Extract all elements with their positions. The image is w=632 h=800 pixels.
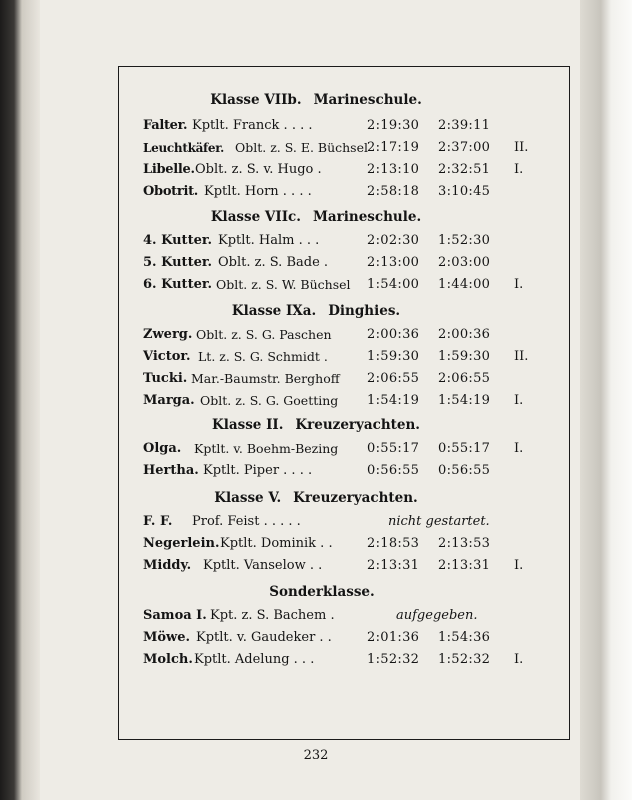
owner: Oblt. z. S. G. Paschen [196, 327, 332, 342]
owner: Oblt. z. S. v. Hugo . [195, 162, 322, 177]
corrected-time: 3:10:45 [438, 184, 491, 199]
corrected-time: 1:59:30 [438, 349, 491, 364]
result-row [0, 605, 632, 627]
yacht-name: Victor. [143, 349, 191, 364]
section-heading [0, 300, 632, 322]
yacht-name: F. F. [143, 514, 173, 529]
result-row [0, 115, 632, 137]
yacht-name: Middy. [143, 558, 192, 573]
section-class: Klasse IXa. [231, 303, 317, 319]
elapsed-time: 0:56:55 [367, 463, 420, 478]
yacht-name: Molch. [143, 652, 193, 667]
placement: I. [514, 652, 524, 667]
yacht-name: Olga. [143, 441, 182, 456]
elapsed-time: 2:13:00 [367, 255, 420, 270]
result-row [0, 159, 632, 181]
owner: Oblt. z. S. Bade . [218, 255, 329, 270]
section-class: Klasse II. [211, 417, 284, 433]
corrected-time: 2:39:11 [438, 118, 491, 133]
result-row [0, 649, 632, 671]
corrected-time: 2:37:00 [438, 140, 491, 155]
corrected-time: 1:52:30 [438, 233, 491, 248]
result-row [0, 346, 632, 368]
section-type: Sonderklasse. [269, 584, 375, 600]
placement: I. [514, 558, 524, 573]
corrected-time: 2:13:53 [438, 536, 491, 551]
section-class: Klasse VIIb. [210, 92, 302, 108]
owner: Lt. z. S. G. Schmidt . [198, 349, 328, 364]
yacht-name: Libelle. [143, 162, 195, 177]
owner: Kptlt. v. Gaudeker . . [196, 630, 332, 645]
corrected-time: 2:32:51 [438, 162, 491, 177]
page-number: 232 [303, 748, 329, 763]
result-row [0, 390, 632, 412]
section-type: Marineschule. [312, 209, 422, 225]
elapsed-time: 0:55:17 [367, 441, 420, 456]
elapsed-time: 1:54:19 [367, 393, 420, 408]
section-heading [0, 89, 632, 111]
section-heading [0, 206, 632, 228]
elapsed-time: 1:59:30 [367, 349, 420, 364]
owner: Prof. Feist . . . . . [192, 514, 301, 529]
placement: I. [514, 393, 524, 408]
corrected-time: 2:00:36 [438, 327, 491, 342]
owner: Oblt. z. S. W. Büchsel [216, 277, 351, 292]
placement: I. [514, 441, 524, 456]
owner: Kpt. z. S. Bachem . [210, 608, 335, 623]
yacht-name: 5. Kutter. [143, 255, 213, 270]
section-heading [0, 414, 632, 436]
result-row [0, 533, 632, 555]
result-row [0, 274, 632, 296]
corrected-time: 0:56:55 [438, 463, 491, 478]
elapsed-time: 2:58:18 [367, 184, 420, 199]
section-heading [0, 487, 632, 509]
corrected-time: 0:55:17 [438, 441, 491, 456]
placement: I. [514, 162, 524, 177]
owner: Kptlt. Halm . . . [218, 233, 320, 248]
elapsed-time: 2:02:30 [367, 233, 420, 248]
section-type: Dinghies. [328, 303, 401, 319]
result-row [0, 460, 632, 482]
corrected-time: 1:44:00 [438, 277, 491, 292]
elapsed-time: 2:06:55 [367, 371, 420, 386]
elapsed-time: 2:18:53 [367, 536, 420, 551]
result-row [0, 230, 632, 252]
elapsed-time: 1:52:32 [367, 652, 420, 667]
corrected-time: 1:54:19 [438, 393, 491, 408]
section-type: Marineschule. [313, 92, 422, 108]
yacht-name: 6. Kutter. [143, 277, 213, 292]
corrected-time: 1:54:36 [438, 630, 491, 645]
result-row [0, 181, 632, 203]
owner: Kptlt. Vanselow . . [203, 558, 323, 573]
corrected-time: 2:03:00 [438, 255, 491, 270]
result-row [0, 252, 632, 274]
owner: Kptlt. Adelung . . . [194, 652, 315, 667]
elapsed-time: 2:01:36 [367, 630, 420, 645]
result-row [0, 511, 632, 533]
elapsed-time: 2:19:30 [367, 118, 420, 133]
yacht-name: Marga. [143, 393, 195, 408]
race-note: nicht gestartet. [388, 514, 490, 529]
elapsed-time: 2:00:36 [367, 327, 420, 342]
corrected-time: 2:13:31 [438, 558, 491, 573]
corrected-time: 2:06:55 [438, 371, 491, 386]
yacht-name: Obotrit. [143, 184, 199, 199]
yacht-name: Samoa I. [143, 608, 207, 623]
yacht-name: Möwe. [143, 630, 191, 645]
yacht-name: Tucki. [143, 371, 188, 386]
placement: II. [514, 140, 529, 155]
owner: Kptlt. Franck . . . . [192, 118, 313, 133]
owner: Kptlt. Horn . . . . [204, 184, 312, 199]
yacht-name: Negerlein. [143, 536, 220, 551]
result-row [0, 627, 632, 649]
owner: Mar.-Baumstr. Berghoff [191, 371, 340, 386]
yacht-name: Hertha. [143, 463, 199, 478]
yacht-name: Leuchtkäfer. [143, 141, 225, 155]
placement: II. [514, 349, 529, 364]
yacht-name: Falter. [143, 118, 188, 133]
owner: Oblt. z. S. E. Büchsel [235, 140, 368, 155]
section-class: Klasse VIIc. [210, 209, 301, 225]
owner: Oblt. z. S. G. Goetting [200, 393, 339, 408]
section-type: Kreuzeryachten. [295, 417, 421, 433]
corrected-time: 1:52:32 [438, 652, 491, 667]
result-row [0, 137, 632, 159]
owner: Kptlt. Piper . . . . [203, 463, 313, 478]
elapsed-time: 2:17:19 [367, 140, 420, 155]
elapsed-time: 2:13:10 [367, 162, 420, 177]
owner: Kptlt. Dominik . . [220, 536, 333, 551]
elapsed-time: 1:54:00 [367, 277, 420, 292]
race-note: aufgegeben. [396, 608, 478, 623]
result-row [0, 555, 632, 577]
result-row [0, 438, 632, 460]
section-type: Kreuzeryachten. [293, 490, 418, 506]
result-row [0, 324, 632, 346]
section-heading [0, 581, 632, 603]
yacht-name: 4. Kutter. [143, 233, 213, 248]
yacht-name: Zwerg. [143, 327, 193, 342]
section-class: Klasse V. [214, 490, 282, 506]
elapsed-time: 2:13:31 [367, 558, 420, 573]
owner: Kptlt. v. Boehm-Bezing [194, 441, 339, 456]
result-row [0, 368, 632, 390]
placement: I. [514, 277, 524, 292]
